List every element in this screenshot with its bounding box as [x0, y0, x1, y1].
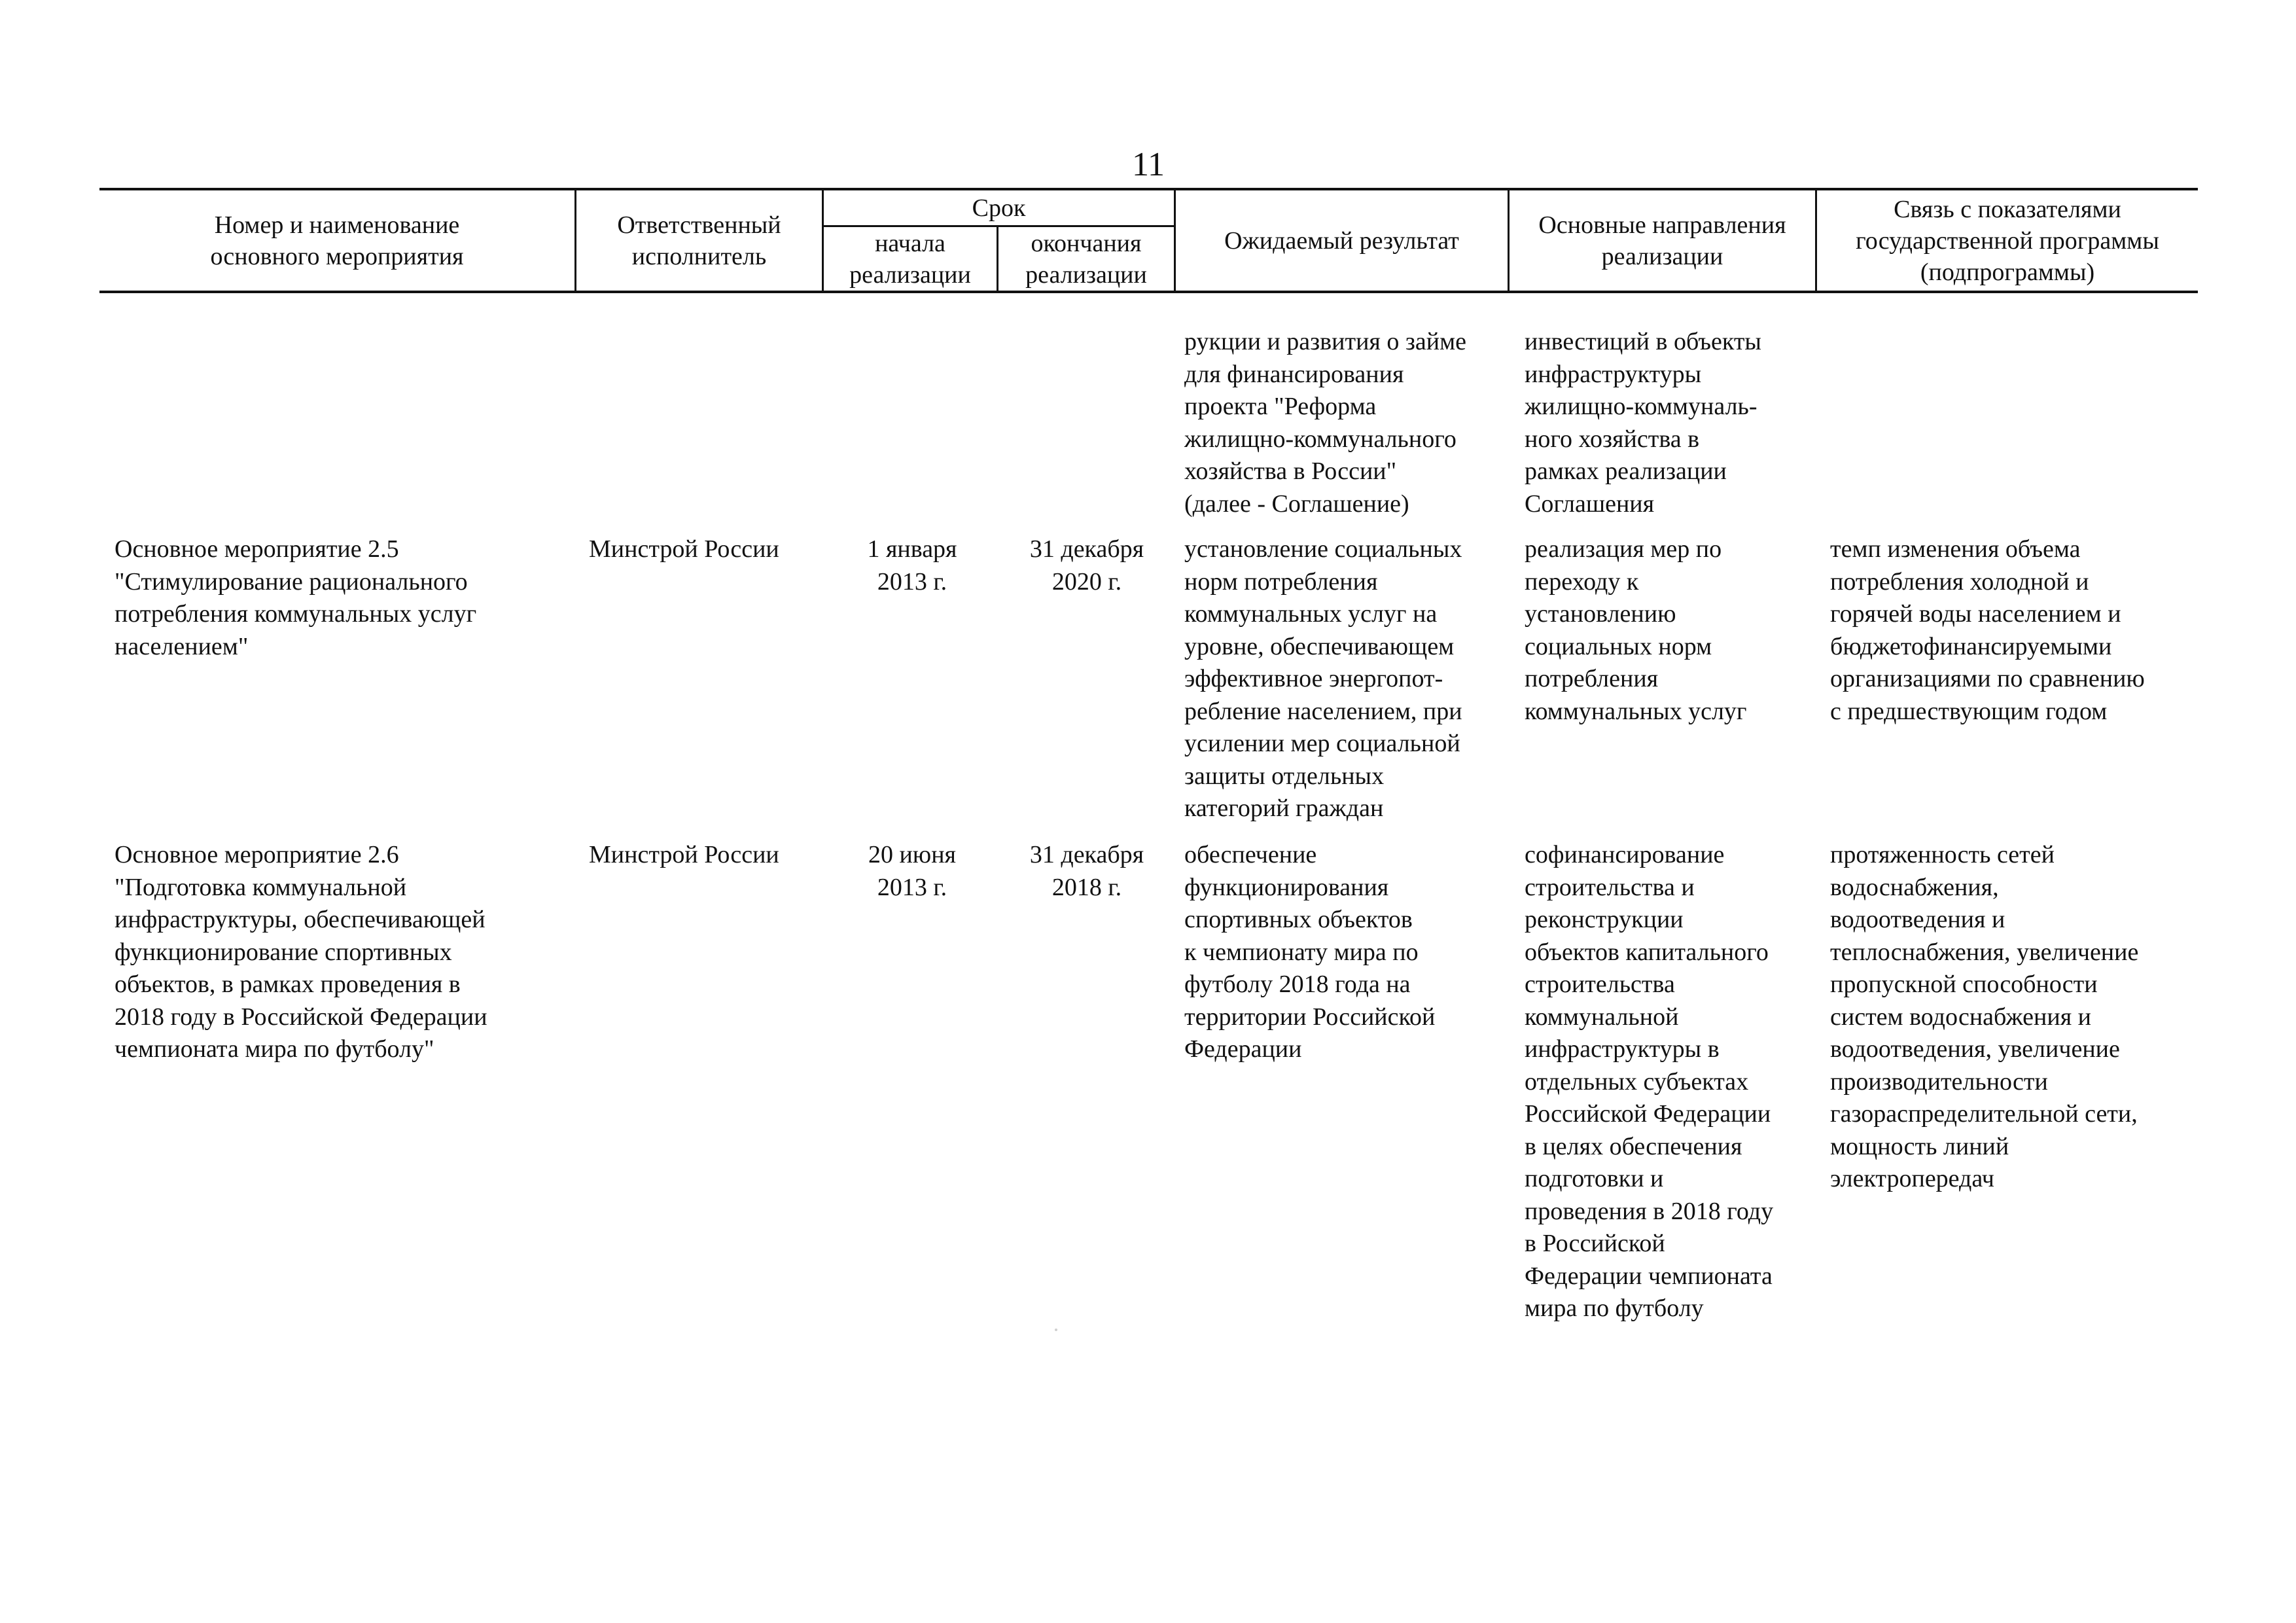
cell-end-date: 31 декабря 2018 г. [1029, 841, 1144, 901]
cell-end-date: 31 декабря 2020 г. [1029, 535, 1144, 596]
cell-expected-result: рукции и развития о займе для финансирования проекта "Реформа жилищно-коммунального хозяйства в России" (далее - Соглашение) [1184, 328, 1467, 518]
header-rule-bottom [99, 291, 2198, 293]
page-number: 11 [1131, 146, 1165, 183]
header-executor: Ответственный исполнитель [617, 211, 781, 270]
cell-main-directions: инвестиций в объекты инфраструктуры жилищно-коммуналь- ного хозяйства в рамках реализации Соглашения [1525, 328, 1761, 518]
header-term: Срок [972, 194, 1026, 222]
header-expected-result: Ожидаемый результат [1224, 226, 1459, 255]
header-term-start: начала реализации [849, 229, 971, 289]
cell-start-date: 20 июня 2013 г. [868, 841, 957, 901]
cell-main-directions: софинансирование строительства и реконструкции объектов капитального строительства коммунальной инфраструктуры в отдельных субъектах Российской Федерации в целях обеспечения подготовки и проведения в 2018 году в Российской Федерации чемпионата мира по футболу [1525, 841, 1774, 1322]
header-program-indicators: Связь с показателями государственной программы (подпрограммы) [1856, 195, 2159, 286]
cell-program-indicators: темп изменения объема потребления холодной и горячей воды населением и бюджетофинансируемыми организациями по сравнению с предшествующим годом [1830, 535, 2145, 725]
cell-expected-result: установление социальных норм потребления коммунальных услуг на уровне, обеспечивающем эффективное энергопот- ребление населением, при усилении мер социальной защиты отдельных категорий граждан [1184, 535, 1462, 822]
cell-activity-name: Основное мероприятие 2.6 "Подготовка коммунальной инфраструктуры, обеспечивающей функционирование спортивных объектов, в рамках проведения в 2018 году в Российской Федерации чемпионата мира по футболу" [115, 841, 487, 1063]
cell-start-date: 1 января 2013 г. [867, 535, 957, 596]
cell-expected-result: обеспечение функционирования спортивных объектов к чемпионату мира по футболу 2018 года на территории Российской Федерации [1184, 841, 1436, 1063]
header-activity-name: Номер и наименование основного мероприятия [210, 211, 464, 270]
cell-main-directions: реализация мер по переходу к установлению социальных норм потребления коммунальных услуг [1525, 535, 1747, 725]
cell-activity-name: Основное мероприятие 2.5 "Стимулирование рационального потребления коммунальных услуг населением" [115, 535, 477, 660]
scan-speck [1055, 1329, 1057, 1331]
header-main-directions: Основные направления реализации [1538, 211, 1786, 270]
cell-executor: Минстрой России [589, 535, 779, 563]
header-term-end: окончания реализации [1025, 229, 1147, 289]
cell-program-indicators: протяженность сетей водоснабжения, водоотведения и теплоснабжения, увеличение пропускной способности систем водоснабжения и водоотведения, увеличение производительности газораспределительной сети, мощность линий электропередач [1830, 841, 2139, 1192]
cell-executor: Минстрой России [589, 841, 779, 868]
